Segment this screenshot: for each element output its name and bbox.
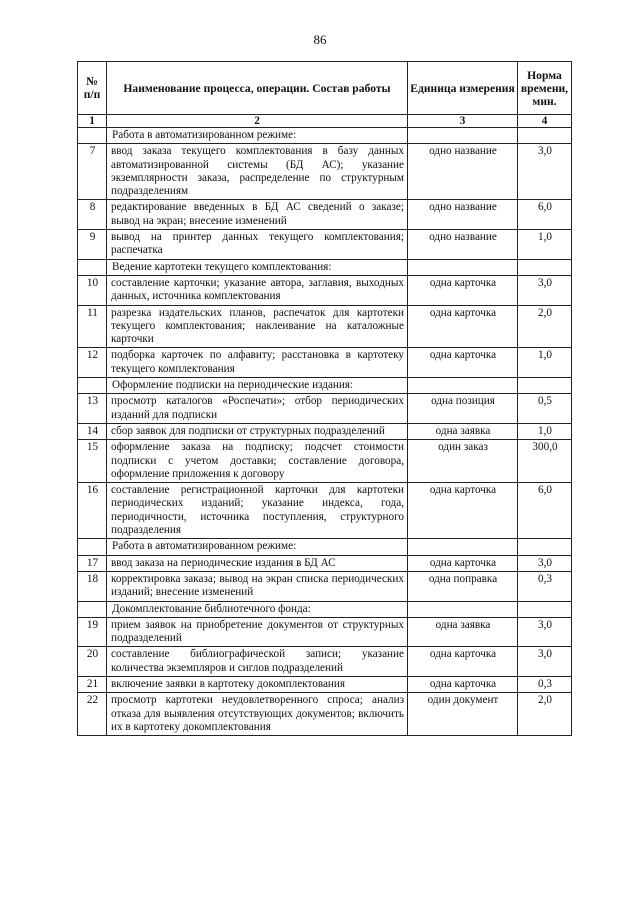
table-row bbox=[78, 483, 572, 539]
row-unit: одна карточка bbox=[408, 647, 518, 677]
row-norm bbox=[518, 128, 572, 144]
row-description: разрезка издательских планов, распечаток для картотеки текущего комплектования; наклеивание на каталожные карточки bbox=[107, 305, 408, 348]
row-description: составление регистрационной карточки для картотеки периодических изданий; указание индекса, года, периодичности, источника поступления, структурного подразделения bbox=[107, 483, 408, 539]
page-number: 86 bbox=[313, 32, 327, 47]
row-number bbox=[78, 601, 107, 617]
section-title: Работа в автоматизированном режиме: bbox=[107, 539, 408, 555]
row-norm bbox=[518, 259, 572, 275]
table-row bbox=[78, 230, 572, 260]
column-number: 3 bbox=[408, 115, 518, 128]
row-description: редактирование введенных в БД АС сведений о заказе; вывод на экран; внесение изменений bbox=[107, 200, 408, 230]
table-row bbox=[78, 617, 572, 647]
row-norm bbox=[518, 378, 572, 394]
row-unit: один заказ bbox=[408, 440, 518, 483]
row-number: 13 bbox=[78, 394, 107, 424]
row-description: вывод на принтер данных текущего комплектования; распечатка bbox=[107, 230, 408, 260]
row-norm bbox=[518, 601, 572, 617]
section-row bbox=[78, 539, 572, 555]
row-unit: одна карточка bbox=[408, 483, 518, 539]
row-norm: 0,5 bbox=[518, 394, 572, 424]
row-unit: одна заявка bbox=[408, 617, 518, 647]
row-unit: одна карточка bbox=[408, 275, 518, 305]
section-title: Оформление подписки на периодические издания: bbox=[107, 378, 408, 394]
row-norm: 1,0 bbox=[518, 348, 572, 378]
row-unit: одно название bbox=[408, 200, 518, 230]
row-number: 16 bbox=[78, 483, 107, 539]
column-number: 2 bbox=[107, 115, 408, 128]
column-number-row bbox=[78, 115, 572, 128]
table-row bbox=[78, 144, 572, 200]
section-title: Ведение картотеки текущего комплектования: bbox=[107, 259, 408, 275]
row-unit: одно название bbox=[408, 230, 518, 260]
row-description: составление карточки; указание автора, заглавия, выходных данных, источника комплектования bbox=[107, 275, 408, 305]
header-name: Наименование процесса, операции. Состав работы bbox=[107, 62, 408, 115]
row-unit: одна поправка bbox=[408, 571, 518, 601]
row-description: подборка карточек по алфавиту; расстановка в картотеку текущего комплектования bbox=[107, 348, 408, 378]
row-description: составление библиографической записи; указание количества экземпляров и сиглов подразделений bbox=[107, 647, 408, 677]
row-norm: 6,0 bbox=[518, 200, 572, 230]
table-row bbox=[78, 200, 572, 230]
row-norm: 6,0 bbox=[518, 483, 572, 539]
row-number: 22 bbox=[78, 693, 107, 736]
row-number: 8 bbox=[78, 200, 107, 230]
row-unit: один документ bbox=[408, 693, 518, 736]
table-row bbox=[78, 305, 572, 348]
row-norm bbox=[518, 539, 572, 555]
table-row bbox=[78, 423, 572, 439]
header-unit: Единица измерения bbox=[408, 62, 518, 115]
row-number bbox=[78, 259, 107, 275]
row-unit: одна карточка bbox=[408, 348, 518, 378]
section-title: Докомплектование библиотечного фонда: bbox=[107, 601, 408, 617]
table-row bbox=[78, 571, 572, 601]
row-norm: 1,0 bbox=[518, 230, 572, 260]
table-row bbox=[78, 647, 572, 677]
table-body bbox=[78, 128, 572, 736]
row-norm: 3,0 bbox=[518, 144, 572, 200]
row-description: ввод заказа на периодические издания в БД АС bbox=[107, 555, 408, 571]
row-number bbox=[78, 539, 107, 555]
row-norm: 3,0 bbox=[518, 555, 572, 571]
row-description: оформление заказа на подписку; подсчет стоимости подписки с учетом доставки; составление договора, оформление приложения к договору bbox=[107, 440, 408, 483]
row-number: 10 bbox=[78, 275, 107, 305]
row-norm: 0,3 bbox=[518, 571, 572, 601]
table-row bbox=[78, 394, 572, 424]
row-unit: одна карточка bbox=[408, 555, 518, 571]
time-norms-table bbox=[77, 61, 572, 736]
header-num: № п/п bbox=[78, 62, 107, 115]
row-number: 7 bbox=[78, 144, 107, 200]
row-number: 14 bbox=[78, 423, 107, 439]
row-norm: 0,3 bbox=[518, 676, 572, 692]
row-unit: одна позиция bbox=[408, 394, 518, 424]
row-norm: 3,0 bbox=[518, 275, 572, 305]
row-number: 9 bbox=[78, 230, 107, 260]
row-unit: одна заявка bbox=[408, 423, 518, 439]
row-description: корректировка заказа; вывод на экран списка периодических изданий; внесение изменений bbox=[107, 571, 408, 601]
row-norm: 1,0 bbox=[518, 423, 572, 439]
row-description: включение заявки в картотеку докомплектования bbox=[107, 676, 408, 692]
table-row bbox=[78, 693, 572, 736]
row-description: сбор заявок для подписки от структурных подразделений bbox=[107, 423, 408, 439]
row-unit bbox=[408, 601, 518, 617]
row-norm: 2,0 bbox=[518, 693, 572, 736]
row-number: 15 bbox=[78, 440, 107, 483]
row-number: 21 bbox=[78, 676, 107, 692]
row-unit: одно название bbox=[408, 144, 518, 200]
row-number: 20 bbox=[78, 647, 107, 677]
row-norm: 300,0 bbox=[518, 440, 572, 483]
row-unit bbox=[408, 378, 518, 394]
row-unit bbox=[408, 259, 518, 275]
row-description: ввод заказа текущего комплектования в базу данных автоматизированной системы (БД АС); указание экземплярности заказа, распределение по структурным подразделениям bbox=[107, 144, 408, 200]
table-row bbox=[78, 676, 572, 692]
table-row bbox=[78, 275, 572, 305]
row-description: просмотр картотеки неудовлетворенного спроса; анализ отказа для выявления отсутствующих документов; включить их в картотеку докомплектования bbox=[107, 693, 408, 736]
section-row bbox=[78, 378, 572, 394]
section-row bbox=[78, 128, 572, 144]
header-norm: Норма времени, мин. bbox=[518, 62, 572, 115]
row-unit bbox=[408, 128, 518, 144]
row-number: 12 bbox=[78, 348, 107, 378]
row-norm: 2,0 bbox=[518, 305, 572, 348]
row-norm: 3,0 bbox=[518, 647, 572, 677]
table-row bbox=[78, 440, 572, 483]
row-unit: одна карточка bbox=[408, 305, 518, 348]
section-row bbox=[78, 259, 572, 275]
column-number: 4 bbox=[518, 115, 572, 128]
row-unit: одна карточка bbox=[408, 676, 518, 692]
row-norm: 3,0 bbox=[518, 617, 572, 647]
row-unit bbox=[408, 539, 518, 555]
table-row bbox=[78, 348, 572, 378]
row-number bbox=[78, 128, 107, 144]
section-row bbox=[78, 601, 572, 617]
row-description: просмотр каталогов «Роспечати»; отбор периодических изданий для подписки bbox=[107, 394, 408, 424]
section-title: Работа в автоматизированном режиме: bbox=[107, 128, 408, 144]
row-number: 11 bbox=[78, 305, 107, 348]
row-number bbox=[78, 378, 107, 394]
column-number: 1 bbox=[78, 115, 107, 128]
row-number: 19 bbox=[78, 617, 107, 647]
row-description: прием заявок на приобретение документов от структурных подразделений bbox=[107, 617, 408, 647]
header-row bbox=[78, 62, 572, 115]
table-row bbox=[78, 555, 572, 571]
row-number: 17 bbox=[78, 555, 107, 571]
row-number: 18 bbox=[78, 571, 107, 601]
